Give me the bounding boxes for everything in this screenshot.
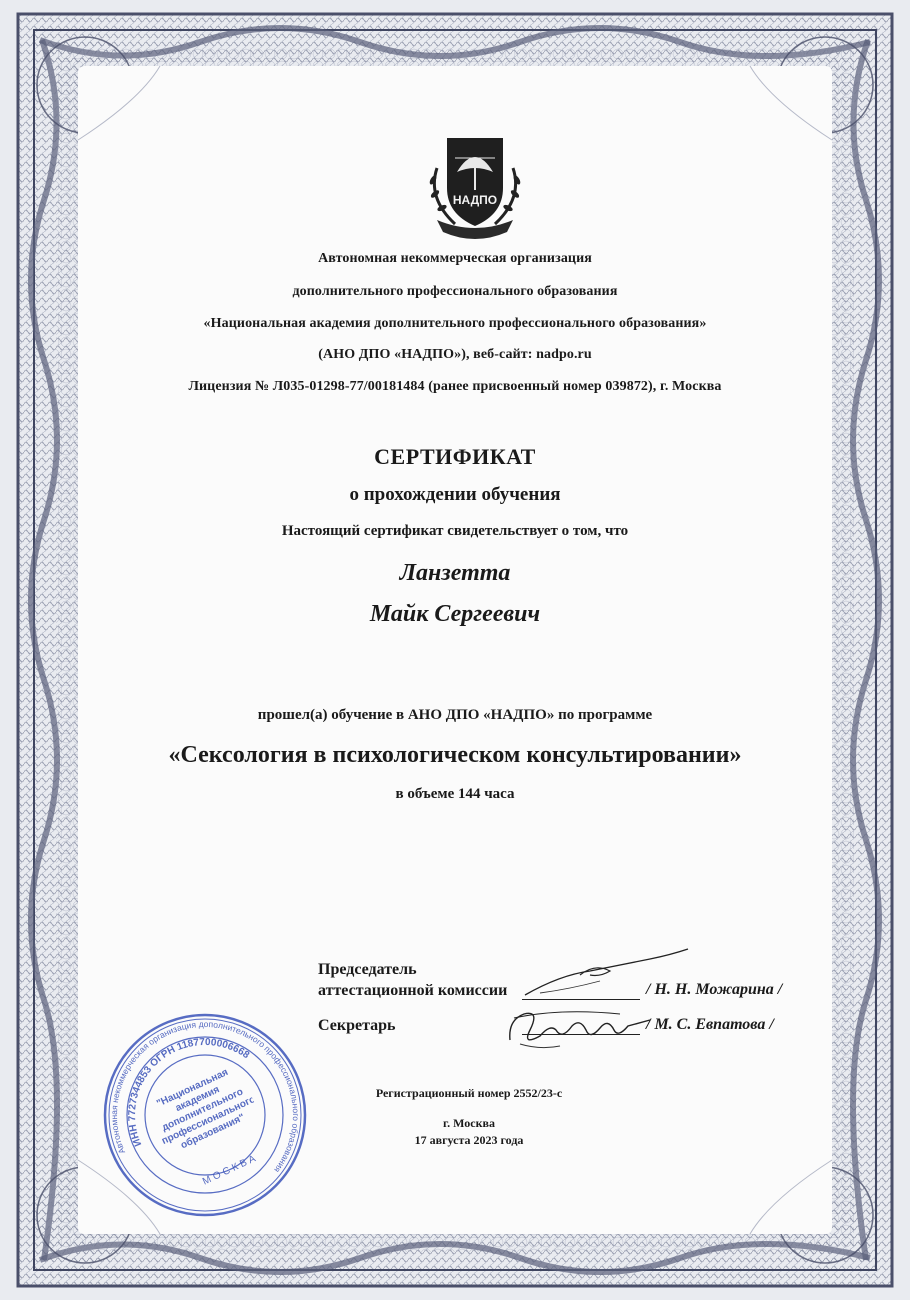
- recipient-surname: Ланзетта: [399, 560, 511, 586]
- org-line-4: (АНО ДПО «НАДПО»), веб-сайт: nadpo.ru: [318, 347, 592, 362]
- program-volume: в объеме 144 часа: [395, 786, 515, 802]
- org-line-1: Автономная некоммерческая организация: [318, 251, 592, 266]
- stamp-center-text: "Национальная академия дополнительного профессионального образования": [155, 1066, 258, 1152]
- stamp-outer-text: Автономная некоммерческая организация дополнительного профессионального образования: [108, 1018, 302, 1175]
- secretary-signature: [500, 1000, 660, 1052]
- chair-name: / Н. Н. Можарина /: [646, 981, 783, 998]
- completed-text: прошел(а) обучение в АНО ДПО «НАДПО» по программе: [257, 707, 653, 723]
- chair-signature: [520, 945, 695, 1005]
- nadpo-logo: [415, 128, 535, 240]
- org-line-2: дополнительного профессионального образования: [292, 284, 618, 299]
- license-line: Лицензия № Л035-01298-77/00181484 (ранее присвоенный номер 039872), г. Москва: [188, 379, 722, 394]
- recipient-given-names: Майк Сергеевич: [369, 601, 541, 627]
- certificate-subtitle: о прохождении обучения: [349, 484, 561, 505]
- secretary-name: / М. С. Евпатова /: [646, 1016, 774, 1033]
- stamp-city: МОСКВА: [200, 1152, 261, 1188]
- certificate-title: СЕРТИФИКАТ: [374, 444, 536, 469]
- stamp-ids: ИНН 7727344853 ОГРН 1187700006668: [126, 1036, 252, 1148]
- chair-label-1: Председатель: [318, 961, 417, 978]
- registration-number: Регистрационный номер 2552/23-с: [375, 1086, 563, 1100]
- organization-stamp: [100, 1010, 310, 1220]
- program-title: «Сексология в психологическом консультировании»: [168, 742, 742, 768]
- issue-city: г. Москва: [443, 1116, 495, 1130]
- certifies-text: Настоящий сертификат свидетельствует о том, что: [281, 523, 629, 539]
- org-line-3: «Национальная академия дополнительного профессионального образования»: [203, 316, 707, 331]
- logo-text: НАДПО: [452, 193, 498, 207]
- secretary-label: Секретарь: [318, 1017, 396, 1034]
- chair-label-2: аттестационной комиссии: [318, 982, 508, 999]
- issue-date: 17 августа 2023 года: [414, 1133, 524, 1147]
